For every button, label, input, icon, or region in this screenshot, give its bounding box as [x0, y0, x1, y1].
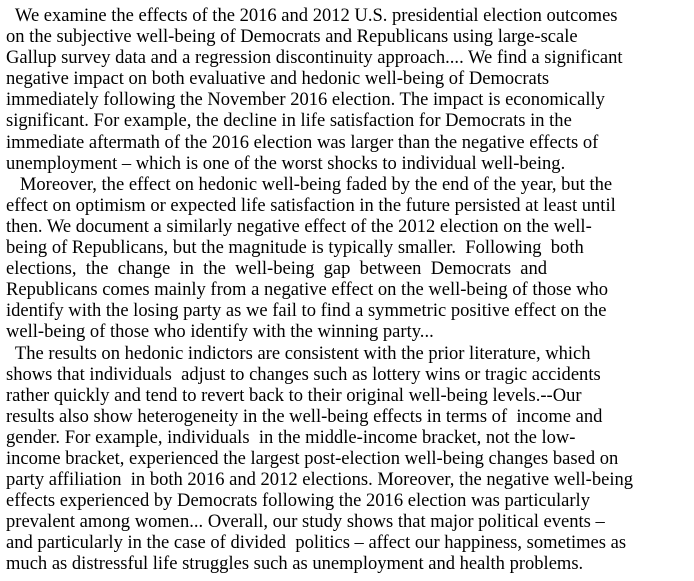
- text-line: significant. For example, the decline in life satisfaction for Democrats in the: [6, 110, 572, 132]
- text-line: then. We document a similarly negative effect of the 2012 election on the well-: [6, 215, 592, 237]
- text-line: immediately following the November 2016 election. The impact is economically: [6, 89, 605, 111]
- text-line: shows that individuals adjust to changes such as lottery wins or tragic accidents: [6, 363, 601, 385]
- text-line: effect on optimism or expected life satisfaction in the future persisted at least until: [6, 194, 616, 216]
- text-line: Moreover, the effect on hedonic well-being faded by the end of the year, but the: [6, 173, 613, 195]
- text-line: Gallup survey data and a regression discontinuity approach.... We find a significant: [6, 47, 623, 69]
- text-line: Republicans comes mainly from a negative effect on the well-being of those who: [6, 279, 609, 301]
- text-line: much as distressful life struggles such as unemployment and health problems.: [6, 553, 584, 575]
- text-line: and particularly in the case of divided politics – affect our happiness, sometimes as: [6, 532, 627, 554]
- text-line: income bracket, experienced the largest post-election well-being changes based on: [6, 447, 619, 469]
- text-line: prevalent among women... Overall, our study shows that major political events –: [6, 511, 605, 533]
- text-line: unemployment – which is one of the worst shocks to individual well-being.: [6, 152, 566, 174]
- text-line: party affiliation in both 2016 and 2012 elections. Moreover, the negative well-being: [6, 469, 634, 491]
- text-line: immediate aftermath of the 2016 election was larger than the negative effects of: [6, 131, 599, 153]
- text-line: elections, the change in the well-being gap between Democrats and: [6, 258, 548, 280]
- text-line: well-being of those who identify with the winning party...: [6, 321, 434, 343]
- text-line: gender. For example, individuals in the middle-income bracket, not the low-: [6, 426, 576, 448]
- text-line: identify with the losing party as we fail to find a symmetric positive effect on the: [6, 300, 607, 322]
- text-line: rather quickly and tend to revert back to their original well-being levels.--Our: [6, 384, 582, 406]
- text-line: being of Republicans, but the magnitude is typically smaller. Following both: [6, 237, 584, 259]
- text-line: effects experienced by Democrats following the 2016 election was particularly: [6, 490, 590, 512]
- text-line: on the subjective well-being of Democrats and Republicans using large-scale: [6, 26, 578, 48]
- text-line: negative impact on both evaluative and hedonic well-being of Democrats: [6, 68, 550, 90]
- text-line: results also show heterogeneity in the well-being effects in terms of income and: [6, 405, 603, 427]
- text-line: We examine the effects of the 2016 and 2012 U.S. presidential election outcomes: [6, 5, 618, 26]
- text-line: The results on hedonic indictors are consistent with the prior literature, which: [6, 342, 591, 364]
